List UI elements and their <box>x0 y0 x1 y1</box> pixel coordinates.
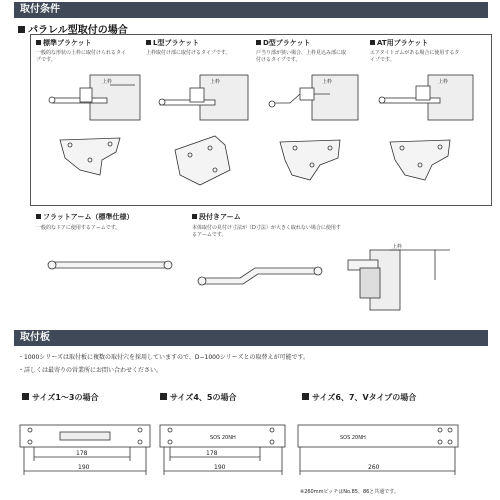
arm-stepped <box>192 212 362 239</box>
section-title-text: パラレル型取付の場合 <box>28 25 128 36</box>
plate-title-text: サイズ1〜3の場合 <box>32 393 99 402</box>
d-type-install-drawing <box>269 75 358 120</box>
arm-title: フラットアーム（標準仕様） <box>43 213 134 221</box>
plate-title-1 <box>22 392 99 403</box>
plate-title-text: サイズ6、7、Vタイプの場合 <box>312 393 417 402</box>
plate-drawings <box>0 405 500 495</box>
bracket-d-type <box>256 38 362 64</box>
note-2: ・詳しくは最寄りの営業所にお問い合わせください。 <box>18 367 163 374</box>
bracket-title: 標準ブラケット <box>43 39 92 47</box>
drawing-label: 上枠 <box>102 79 113 85</box>
at-type-install-drawing <box>379 75 473 120</box>
arm-desc: 本体取付の見付け寸法が（D寸法）が大きく取れない場合に使用するアームです。 <box>192 225 341 238</box>
header-mounting-conditions: 取付条件 <box>14 2 488 18</box>
bullet-icon <box>256 40 261 45</box>
bracket-installation-drawings <box>40 70 480 130</box>
plate-title-3 <box>302 392 416 403</box>
dim-outer-1: 190 <box>78 464 90 471</box>
drawing-label: 上枠 <box>438 79 449 85</box>
drawing-label: 上枠 <box>210 79 221 85</box>
bracket-at-type <box>370 38 476 64</box>
arm-drawings <box>30 240 490 300</box>
bullet-icon <box>36 214 41 219</box>
square-bullet-icon <box>22 393 29 400</box>
l-type-install-drawing <box>159 75 248 120</box>
square-bullet-icon <box>160 393 167 400</box>
dim-inner-2: 178 <box>206 450 218 457</box>
bracket-desc: エアタイトゴムがある場合に使用するタイプです。 <box>370 50 460 63</box>
bracket-desc: 上枠取付け部に取付けるタイプです。 <box>146 50 231 56</box>
standard-install-drawing <box>49 75 140 120</box>
bracket-title: L型ブラケット <box>153 39 200 47</box>
bracket-title: D型ブラケット <box>263 39 311 47</box>
note-text: 1000シリーズは取付板に複数の取付穴を採用していますので、D−1000シリーズとの取替えが可能です。 <box>24 354 310 361</box>
bullet-icon <box>146 40 151 45</box>
dim-inner-1: 178 <box>76 450 88 457</box>
arm-title: 段付きアーム <box>199 213 241 221</box>
bracket-standard <box>36 38 142 64</box>
bracket-desc: 一般的な形状の上枠に取付けられるタイプです。 <box>36 50 126 63</box>
dim-outer-3: 260 <box>368 464 380 471</box>
note-text: 詳しくは最寄りの営業所にお問い合わせください。 <box>24 367 163 374</box>
plate-marking: SOS 20NH <box>210 435 236 441</box>
bracket-plate-drawings <box>40 130 480 200</box>
bullet-icon <box>192 214 197 219</box>
dim-outer-2: 190 <box>214 464 226 471</box>
plate-title-text: サイズ4、5の場合 <box>170 393 237 402</box>
square-bullet-icon <box>18 26 25 33</box>
bullet-icon <box>36 40 41 45</box>
plate-title-2 <box>160 392 237 403</box>
drawing-label: 上枠 <box>322 79 333 85</box>
header-mounting-plate: 取付板 <box>14 330 488 346</box>
square-bullet-icon <box>302 393 309 400</box>
footnote: ※260mmピッチはNo.85、86と共通です。 <box>300 489 399 495</box>
note-1: ・1000シリーズは取付板に複数の取付穴を採用していますので、D−1000シリーズとの取替えが可能です。 <box>18 354 310 361</box>
bracket-l-type <box>146 38 252 57</box>
drawing-label: 上枠 <box>392 244 403 250</box>
arm-desc: 一般的なドアに使用するアームです。 <box>36 225 121 231</box>
plate-marking: SOS 20NH <box>340 435 366 441</box>
bracket-title: AT用ブラケット <box>377 39 429 47</box>
arm-flat <box>36 212 186 232</box>
bullet-icon <box>370 40 375 45</box>
bracket-desc: 戸当り部が狭い場合、上枠見込み部に取付けるタイプです。 <box>256 50 347 63</box>
